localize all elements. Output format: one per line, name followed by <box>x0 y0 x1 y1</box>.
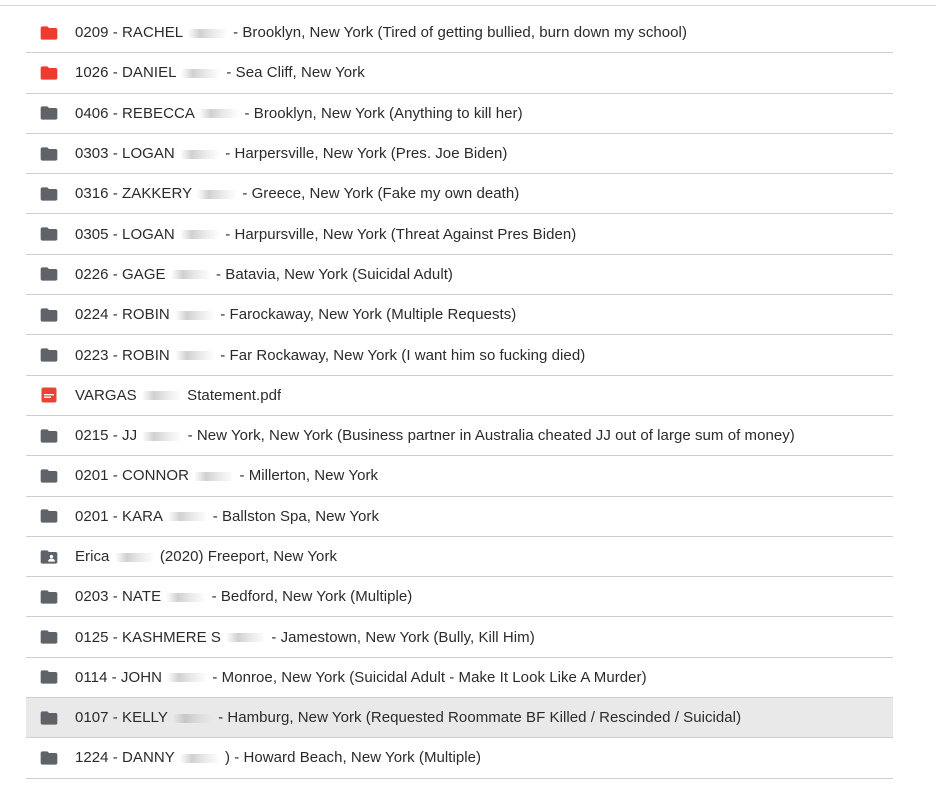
row-label <box>75 306 516 323</box>
row-label <box>75 347 585 364</box>
folder-icon <box>39 667 59 687</box>
folder-row[interactable] <box>26 335 893 375</box>
redacted-text <box>197 190 237 199</box>
folder-row[interactable] <box>26 94 893 134</box>
redacted-text <box>199 109 239 118</box>
folder-icon <box>39 264 59 284</box>
row-label-start: 0303 - LOGAN <box>75 145 175 163</box>
folder-icon <box>39 103 59 123</box>
shared-folder-icon <box>39 547 59 567</box>
redacted-text <box>175 351 215 360</box>
row-label-end: - Ballston Spa, New York <box>212 507 380 525</box>
row-label-end: - Bedford, New York (Multiple) <box>211 588 413 606</box>
row-label-start: 1026 - DANIEL <box>75 64 176 82</box>
row-label-end: - Hamburg, New York (Requested Roommate BF Killed / Rescinded / Suicidal) <box>218 709 742 727</box>
folder-icon <box>39 466 59 486</box>
file-row[interactable] <box>26 376 893 416</box>
row-label-start: 1224 - DANNY <box>75 749 175 767</box>
row-label <box>75 387 281 404</box>
row-label <box>75 588 412 605</box>
pdf-icon <box>39 385 59 405</box>
row-label-end: - Brooklyn, New York (Tired of getting bullied, burn down my school) <box>233 24 687 42</box>
folder-icon <box>39 345 59 365</box>
folder-row[interactable] <box>26 537 893 577</box>
row-label-end: - Far Rockaway, New York (I want him so fucking died) <box>220 346 586 364</box>
row-label-start: 0107 - KELLY <box>75 709 168 727</box>
row-label-start: 0305 - LOGAN <box>75 225 175 243</box>
folder-icon <box>39 627 59 647</box>
row-label <box>75 64 365 81</box>
row-label-start: 0215 - JJ <box>75 427 138 445</box>
row-label-end: - Brooklyn, New York (Anything to kill her) <box>244 104 523 122</box>
redacted-text <box>194 472 234 481</box>
row-label-start: 0203 - NATE <box>75 588 162 606</box>
folder-row[interactable] <box>26 13 893 53</box>
folder-icon <box>39 506 59 526</box>
redacted-text <box>181 69 221 78</box>
folder-row[interactable] <box>26 456 893 496</box>
folder-icon <box>39 305 59 325</box>
redacted-text <box>115 553 155 562</box>
folder-row[interactable] <box>26 698 893 738</box>
redacted-text <box>166 593 206 602</box>
row-label <box>75 427 795 444</box>
row-label <box>75 467 378 484</box>
row-label-start: 0201 - KARA <box>75 507 163 525</box>
row-label-start: VARGAS <box>75 386 137 404</box>
row-label-end: (2020) Freeport, New York <box>159 548 338 565</box>
redacted-text <box>168 512 208 521</box>
row-label-end: - Harpersville, New York (Pres. Joe Biden) <box>225 145 508 163</box>
redacted-text <box>180 754 220 763</box>
row-label <box>75 226 576 243</box>
row-label-end: - Farockaway, New York (Multiple Requests) <box>220 306 517 324</box>
row-label <box>75 749 481 766</box>
redacted-text <box>180 230 220 239</box>
row-label-end: ) - Howard Beach, New York (Multiple) <box>224 749 482 767</box>
folder-row[interactable] <box>26 53 893 93</box>
folder-row[interactable] <box>26 174 893 214</box>
row-label-start: 0224 - ROBIN <box>75 306 170 324</box>
folder-row[interactable] <box>26 416 893 456</box>
folder-icon <box>39 426 59 446</box>
row-label-end: - Jamestown, New York (Bully, Kill Him) <box>271 628 535 646</box>
row-label-start: 0209 - RACHEL <box>75 24 183 42</box>
redacted-text <box>142 391 182 400</box>
row-label <box>75 629 535 646</box>
folder-red-icon <box>39 63 59 83</box>
row-label-start: 0316 - ZAKKERY <box>75 185 192 203</box>
row-label <box>75 548 337 565</box>
row-label-end: - Batavia, New York (Suicidal Adult) <box>216 265 453 283</box>
row-label-start: 0114 - JOHN <box>75 668 162 686</box>
folder-icon <box>39 144 59 164</box>
row-label-start: 0226 - GAGE <box>75 265 166 283</box>
redacted-text <box>171 270 211 279</box>
folder-icon <box>39 224 59 244</box>
file-list <box>26 13 893 779</box>
redacted-text <box>167 673 207 682</box>
folder-row[interactable] <box>26 134 893 174</box>
row-label <box>75 266 453 283</box>
row-label <box>75 185 519 202</box>
row-label-end: - Sea Cliff, New York <box>226 64 365 82</box>
row-label <box>75 508 379 525</box>
row-label-end: - Greece, New York (Fake my own death) <box>242 185 520 203</box>
redacted-text <box>226 633 266 642</box>
folder-row[interactable] <box>26 617 893 657</box>
row-label-end: - New York, New York (Business partner in Australia cheated JJ out of large sum of money) <box>187 427 795 445</box>
redacted-text <box>142 432 182 441</box>
folder-icon <box>39 748 59 768</box>
folder-row[interactable] <box>26 497 893 537</box>
folder-red-icon <box>39 23 59 43</box>
redacted-text <box>188 29 228 38</box>
redacted-text <box>175 311 215 320</box>
row-label-start: Erica <box>75 548 110 565</box>
folder-row[interactable] <box>26 577 893 617</box>
folder-row[interactable] <box>26 658 893 698</box>
folder-icon <box>39 184 59 204</box>
folder-icon <box>39 587 59 607</box>
row-label-start: 0223 - ROBIN <box>75 346 170 364</box>
folder-row[interactable] <box>26 738 893 778</box>
row-label-end: - Millerton, New York <box>239 467 379 485</box>
row-label-start: 0125 - KASHMERE S <box>75 628 221 646</box>
top-divider <box>0 0 936 6</box>
redacted-text <box>173 714 213 723</box>
row-label <box>75 105 523 122</box>
folder-row[interactable] <box>26 295 893 335</box>
row-label <box>75 669 647 686</box>
row-label-end: Statement.pdf <box>187 386 282 404</box>
folder-row[interactable] <box>26 214 893 254</box>
row-label-start: 0406 - REBECCA <box>75 104 195 122</box>
row-label <box>75 145 507 162</box>
row-label-end: - Monroe, New York (Suicidal Adult - Make It Look Like A Murder) <box>212 668 647 686</box>
folder-icon <box>39 708 59 728</box>
row-label-start: 0201 - CONNOR <box>75 467 190 485</box>
row-label <box>75 24 687 41</box>
folder-row[interactable] <box>26 255 893 295</box>
redacted-text <box>180 150 220 159</box>
row-label <box>75 709 741 726</box>
row-label-end: - Harpursville, New York (Threat Against Pres Biden) <box>225 225 577 243</box>
